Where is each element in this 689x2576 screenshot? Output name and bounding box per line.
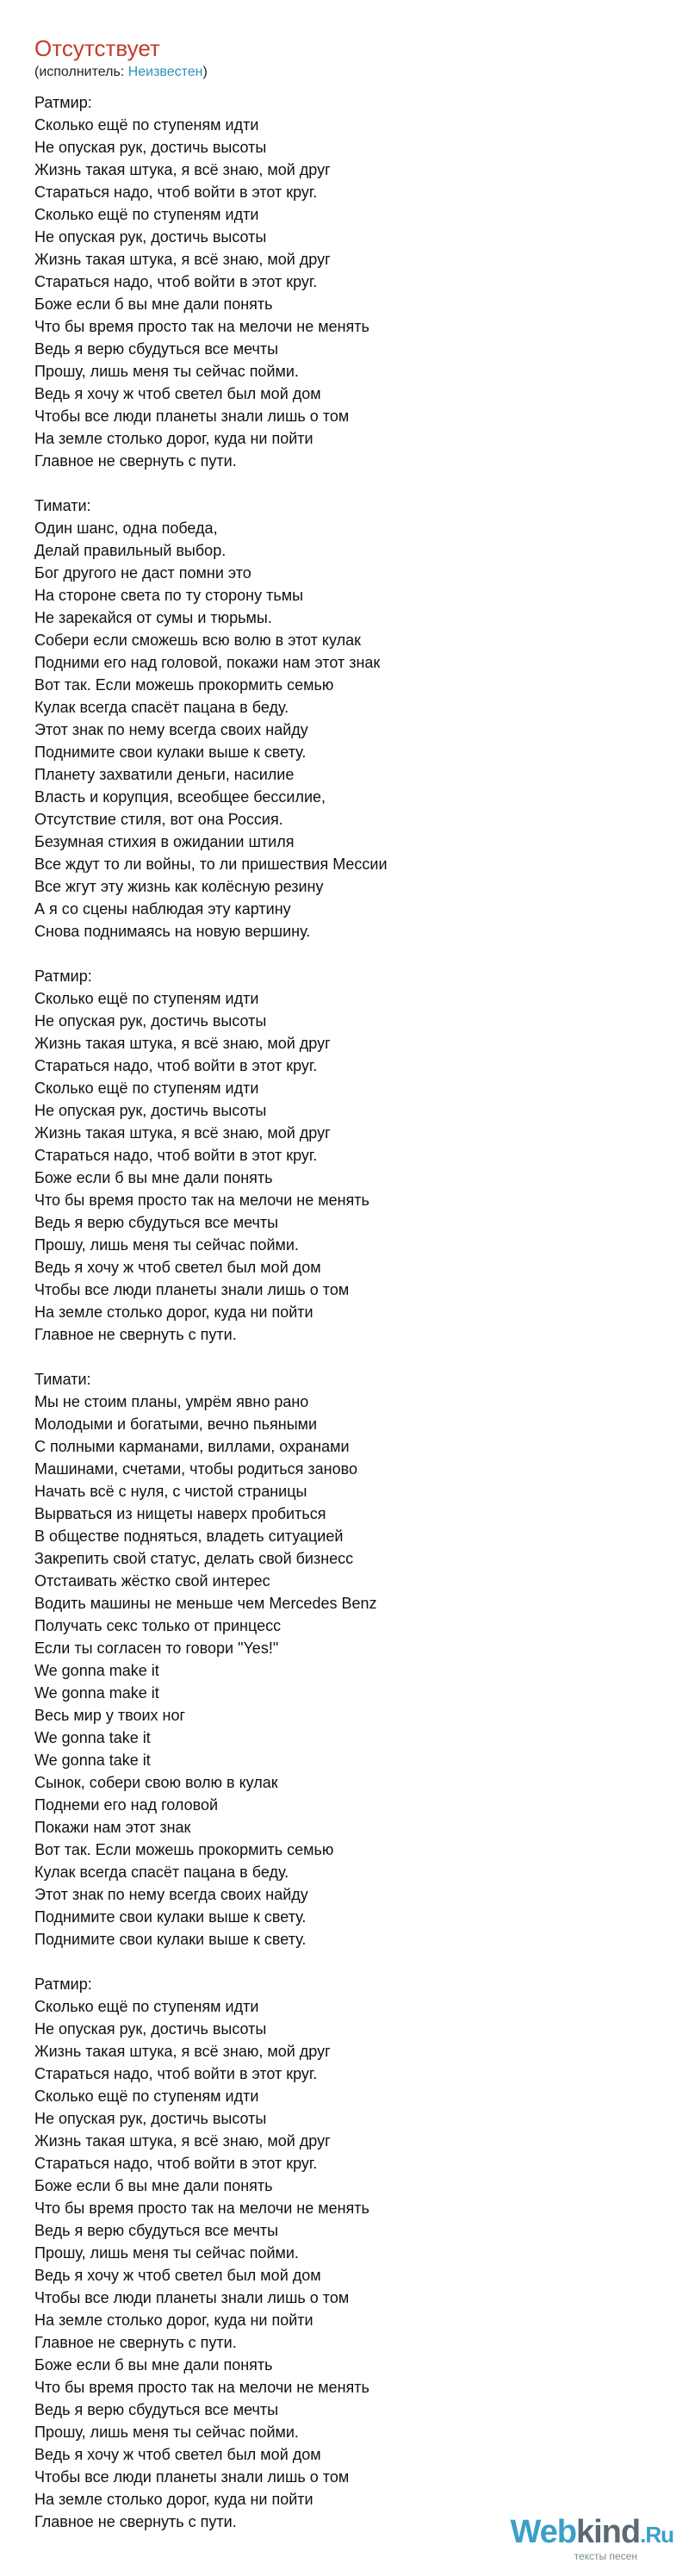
lyric-line: Водить машины не меньше чем Mercedes Benz	[34, 1595, 377, 1612]
lyric-line: Ратмир:	[34, 968, 92, 985]
lyric-line: Ратмир:	[34, 1976, 92, 1993]
lyric-line: Чтобы все люди планеты знали лишь о том	[34, 2289, 350, 2306]
lyric-line: We gonna take it	[34, 1729, 151, 1746]
lyric-line: Машинами, счетами, чтобы родиться заново	[34, 1460, 357, 1478]
song-title: Отсутствует	[34, 35, 160, 61]
logo-wordmark	[510, 2515, 673, 2552]
lyric-line: Получать секс только от принцесс	[34, 1617, 282, 1634]
lyric-line: Стараться надо, чтоб войти в этот круг.	[34, 273, 318, 290]
lyric-line: Не опуская рук, достичь высоты	[34, 1102, 267, 1119]
lyric-line: Что бы время просто так на мелочи не менять	[34, 2379, 369, 2396]
lyric-line: Стараться надо, чтоб войти в этот круг.	[34, 1057, 318, 1074]
lyric-line: Ведь я хочу ж чтоб светел был мой дом	[34, 2446, 321, 2463]
lyric-line: Не опуская рук, достичь высоты	[34, 228, 267, 246]
lyric-line: Ведь я верю сбудуться все мечты	[34, 2222, 279, 2239]
lyric-line: С полными карманами, виллами, охранами	[34, 1438, 350, 1455]
lyric-line: Не опуская рук, достичь высоты	[34, 2020, 267, 2038]
lyric-line: Что бы время просто так на мелочи не менять	[34, 1192, 369, 1209]
lyric-line	[34, 943, 655, 965]
lyric-line: Сколько ещё по ступеням идти	[34, 1998, 259, 2015]
lyric-line: Вот так. Если можешь прокормить семью	[34, 1841, 334, 1858]
lyric-line: Боже если б вы мне дали понять	[34, 296, 273, 313]
lyric-line: Подними его над головой, покажи нам этот знак	[34, 654, 381, 671]
lyric-line: Начать всё с нуля, с чистой страницы	[34, 1483, 307, 1500]
lyric-line: Сколько ещё по ступеням идти	[34, 206, 259, 223]
lyric-line: Сынок, собери свою волю в кулак	[34, 1774, 278, 1791]
lyric-line: Молодыми и богатыми, вечно пьяными	[34, 1416, 318, 1433]
lyric-line: Прошу, лишь меня ты сейчас пойми.	[34, 363, 299, 380]
lyric-line: Поднеми его над головой	[34, 1796, 219, 1814]
lyric-line: Что бы время просто так на мелочи не менять	[34, 318, 369, 335]
lyric-line: Жизнь такая штука, я всё знаю, мой друг	[34, 2043, 331, 2060]
lyric-line: На стороне света по ту сторону тьмы	[34, 587, 304, 604]
lyric-line: Безумная стихия в ожидании штиля	[34, 833, 295, 850]
lyric-line: На земле столько дорог, куда ни пойти	[34, 1304, 313, 1321]
lyric-line: Чтобы все люди планеты знали лишь о том	[34, 408, 350, 425]
lyric-line: Жизнь такая штука, я всё знаю, мой друг	[34, 2132, 331, 2150]
lyric-line: Все жгут эту жизнь как колёсную резину	[34, 878, 324, 895]
lyric-line	[34, 1346, 655, 1368]
lyric-line: Вот так. Если можешь прокормить семью	[34, 676, 334, 694]
lyric-line: Если ты согласен то говори "Yes!"	[34, 1640, 279, 1657]
lyric-line: Стараться надо, чтоб войти в этот круг.	[34, 1147, 318, 1164]
lyric-line: На земле столько дорог, куда ни пойти	[34, 430, 313, 447]
artist-link[interactable]: Неизвестен	[127, 65, 203, 79]
lyric-line: Один шанс, одна победа,	[34, 520, 218, 537]
lyric-line: Жизнь такая штука, я всё знаю, мой друг	[34, 161, 331, 178]
lyric-line: Главное не свернуть с пути.	[34, 452, 237, 470]
lyric-line: Жизнь такая штука, я всё знаю, мой друг	[34, 1035, 331, 1052]
lyric-line: Этот знак по нему всегда своих найду	[34, 721, 308, 738]
lyric-line: Чтобы все люди планеты знали лишь о том	[34, 1281, 350, 1298]
lyric-line: Весь мир у твоих ног	[34, 1707, 186, 1724]
lyric-line: Стараться надо, чтоб войти в этот круг.	[34, 2155, 318, 2172]
lyric-line: We gonna take it	[34, 1752, 151, 1769]
song-header	[34, 34, 208, 81]
artist-prefix: (исполнитель:	[34, 65, 128, 79]
artist-suffix: )	[202, 65, 208, 79]
lyric-line: Мы не стоим планы, умрём явно рано	[34, 1393, 309, 1410]
lyric-line: Ведь я верю сбудуться все мечты	[34, 340, 279, 358]
lyric-line: We gonna make it	[34, 1662, 159, 1679]
lyric-line: Поднимите свои кулаки выше к свету.	[34, 1931, 307, 1948]
artist-line	[34, 64, 208, 81]
lyric-line: Жизнь такая штука, я всё знаю, мой друг	[34, 251, 331, 268]
lyric-line: Бог другого не даст помни это	[34, 564, 251, 582]
lyric-line: Сколько ещё по ступеням идти	[34, 2088, 259, 2105]
lyric-line: Кулак всегда спасёт пацана в беду.	[34, 699, 289, 716]
lyric-line: Прошу, лишь меня ты сейчас пойми.	[34, 2424, 299, 2441]
lyric-line: Не опуская рук, достичь высоты	[34, 139, 267, 156]
lyric-line: Поднимите свои кулаки выше к свету.	[34, 1908, 307, 1926]
lyric-line: Все ждут то ли войны, то ли пришествия Мессии	[34, 856, 388, 873]
lyric-line: Главное не свернуть с пути.	[34, 2334, 237, 2351]
lyric-line: Поднимите свои кулаки выше к свету.	[34, 744, 307, 761]
lyrics-block	[34, 91, 655, 2533]
lyric-line: Не зарекайся от сумы и тюрьмы.	[34, 609, 272, 626]
lyric-line: We gonna make it	[34, 1684, 159, 1702]
lyric-line: Стараться надо, чтоб войти в этот круг.	[34, 2065, 318, 2082]
logo-name: Webkind	[510, 2514, 641, 2550]
lyric-line: Ведь я верю сбудуться все мечты	[34, 1214, 279, 1231]
lyric-line: Планету захватили деньги, насилие	[34, 766, 295, 783]
lyric-line: Тимати:	[34, 497, 91, 514]
lyric-line: А я со сцены наблюдая эту картину	[34, 900, 291, 918]
lyric-line: Боже если б вы мне дали понять	[34, 1169, 273, 1186]
site-logo[interactable]	[510, 2515, 673, 2562]
lyric-line: Этот знак по нему всегда своих найду	[34, 1886, 308, 1903]
logo-tld: .Ru	[640, 2522, 673, 2548]
lyric-line: Ведь я верю сбудуться все мечты	[34, 2401, 279, 2418]
lyric-line: Жизнь такая штука, я всё знаю, мой друг	[34, 1124, 331, 1142]
lyric-line: Не опуская рук, достичь высоты	[34, 1012, 267, 1030]
lyric-line: Вырваться из нищеты наверх пробиться	[34, 1505, 326, 1522]
lyric-line: Покажи нам этот знак	[34, 1819, 191, 1836]
lyric-line: Тимати:	[34, 1371, 91, 1388]
lyric-line: Ведь я хочу ж чтоб светел был мой дом	[34, 1259, 321, 1276]
lyric-line: Не опуская рук, достичь высоты	[34, 2110, 267, 2127]
lyric-line: В обществе подняться, владеть ситуацией	[34, 1528, 344, 1545]
lyric-line: Сколько ещё по ступеням идти	[34, 116, 259, 134]
lyric-line: Что бы время просто так на мелочи не менять	[34, 2200, 369, 2217]
lyric-line	[34, 472, 655, 495]
lyric-line: На земле столько дорог, куда ни пойти	[34, 2312, 313, 2329]
lyric-line: Отсутствие стиля, вот она Россия.	[34, 811, 283, 828]
lyric-line: Главное не свернуть с пути.	[34, 2513, 237, 2530]
lyric-line: Боже если б вы мне дали понять	[34, 2177, 273, 2194]
logo-tagline: тексты песен	[574, 2550, 637, 2562]
lyric-line: Прошу, лишь меня ты сейчас пойми.	[34, 1236, 299, 1254]
lyric-line: Делай правильный выбор.	[34, 542, 227, 559]
lyric-line	[34, 1951, 655, 1973]
lyric-line: Прошу, лишь меня ты сейчас пойми.	[34, 2244, 299, 2262]
lyric-line: Власть и корупция, всеобщее бессилие,	[34, 788, 326, 806]
lyric-line: Сколько ещё по ступеням идти	[34, 990, 259, 1007]
lyric-line: Ратмир:	[34, 94, 92, 111]
lyric-line: Сколько ещё по ступеням идти	[34, 1080, 259, 1097]
lyric-line: Закрепить свой статус, делать свой бизнесс	[34, 1550, 354, 1567]
lyric-line: Собери если сможешь всю волю в этот кулак	[34, 632, 361, 649]
lyric-line: Кулак всегда спасёт пацана в беду.	[34, 1864, 289, 1881]
lyric-line: Снова поднимаясь на новую вершину.	[34, 923, 311, 940]
lyric-line: Боже если б вы мне дали понять	[34, 2356, 273, 2374]
lyric-line: Чтобы все люди планеты знали лишь о том	[34, 2468, 350, 2486]
lyric-line: На земле столько дорог, куда ни пойти	[34, 2491, 313, 2508]
lyric-line: Стараться надо, чтоб войти в этот круг.	[34, 184, 318, 201]
lyric-line: Ведь я хочу ж чтоб светел был мой дом	[34, 385, 321, 402]
lyric-line: Отстаивать жёстко свой интерес	[34, 1572, 270, 1590]
lyric-line: Главное не свернуть с пути.	[34, 1326, 237, 1343]
lyric-line: Ведь я хочу ж чтоб светел был мой дом	[34, 2267, 321, 2284]
